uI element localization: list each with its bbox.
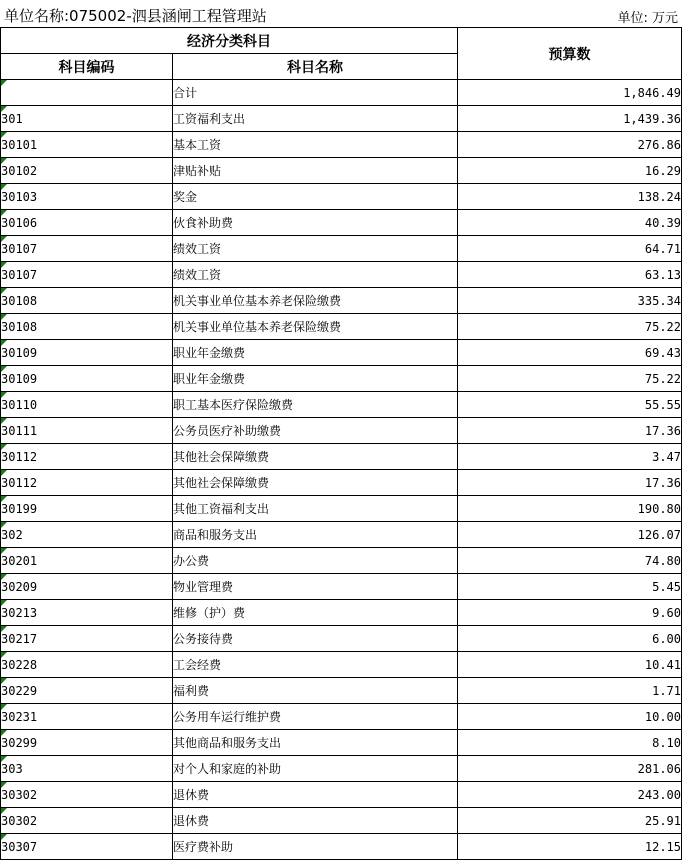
name-cell: 职工基本医疗保险缴费 xyxy=(173,392,458,418)
code-cell: 30228 xyxy=(1,652,173,678)
amount-cell: 74.80 xyxy=(458,548,682,574)
table-row xyxy=(1,626,682,652)
amount-cell: 64.71 xyxy=(458,236,682,262)
name-cell: 绩效工资 xyxy=(173,236,458,262)
table-row xyxy=(1,184,682,210)
name-cell: 商品和服务支出 xyxy=(173,522,458,548)
code-cell: 30111 xyxy=(1,418,173,444)
amount-cell: 1.71 xyxy=(458,678,682,704)
name-cell: 其他商品和服务支出 xyxy=(173,730,458,756)
unit-label: 单位: 万元 xyxy=(617,11,678,26)
code-cell: 30108 xyxy=(1,288,173,314)
name-cell: 绩效工资 xyxy=(173,262,458,288)
name-cell: 其他社会保障缴费 xyxy=(173,444,458,470)
code-cell: 302 xyxy=(1,522,173,548)
table-row xyxy=(1,392,682,418)
code-cell: 30302 xyxy=(1,782,173,808)
table-row xyxy=(1,106,682,132)
amount-cell: 9.60 xyxy=(458,600,682,626)
table-row xyxy=(1,808,682,834)
code-cell: 301 xyxy=(1,106,173,132)
name-cell: 福利费 xyxy=(173,678,458,704)
amount-cell: 25.91 xyxy=(458,808,682,834)
name-cell: 基本工资 xyxy=(173,132,458,158)
table-row xyxy=(1,730,682,756)
amount-cell: 276.86 xyxy=(458,132,682,158)
code-cell: 30107 xyxy=(1,262,173,288)
amount-cell: 5.45 xyxy=(458,574,682,600)
table-row xyxy=(1,132,682,158)
table-row xyxy=(1,340,682,366)
name-cell: 公务员医疗补助缴费 xyxy=(173,418,458,444)
code-cell: 30201 xyxy=(1,548,173,574)
code-cell: 303 xyxy=(1,756,173,782)
amount-cell: 335.34 xyxy=(458,288,682,314)
table-row xyxy=(1,366,682,392)
amount-cell: 6.00 xyxy=(458,626,682,652)
code-cell: 30109 xyxy=(1,366,173,392)
amount-cell: 40.39 xyxy=(458,210,682,236)
table-row xyxy=(1,262,682,288)
amount-cell: 243.00 xyxy=(458,782,682,808)
code-cell: 30199 xyxy=(1,496,173,522)
amount-cell: 63.13 xyxy=(458,262,682,288)
amount-cell: 75.22 xyxy=(458,314,682,340)
table-row xyxy=(1,678,682,704)
amount-cell: 8.10 xyxy=(458,730,682,756)
name-cell: 职业年金缴费 xyxy=(173,366,458,392)
table-row xyxy=(1,652,682,678)
report-header xyxy=(0,0,682,27)
code-cell: 30107 xyxy=(1,236,173,262)
amount-cell: 190.80 xyxy=(458,496,682,522)
code-column-header: 科目编码 xyxy=(1,54,173,80)
code-cell: 30231 xyxy=(1,704,173,730)
amount-cell: 55.55 xyxy=(458,392,682,418)
name-cell: 退休费 xyxy=(173,782,458,808)
name-cell: 津贴补贴 xyxy=(173,158,458,184)
name-cell: 其他社会保障缴费 xyxy=(173,470,458,496)
amount-cell: 126.07 xyxy=(458,522,682,548)
table-row xyxy=(1,470,682,496)
name-cell: 工资福利支出 xyxy=(173,106,458,132)
amount-cell: 281.06 xyxy=(458,756,682,782)
name-cell: 伙食补助费 xyxy=(173,210,458,236)
table-row xyxy=(1,418,682,444)
code-cell: 30106 xyxy=(1,210,173,236)
amount-cell: 138.24 xyxy=(458,184,682,210)
name-cell: 退休费 xyxy=(173,808,458,834)
table-row xyxy=(1,600,682,626)
table-row xyxy=(1,496,682,522)
code-cell: 30299 xyxy=(1,730,173,756)
code-cell: 30109 xyxy=(1,340,173,366)
budget-table xyxy=(0,27,682,860)
unit-name: 单位名称:075002-泗县涵闸工程管理站 xyxy=(4,7,267,25)
amount-cell: 17.36 xyxy=(458,470,682,496)
table-row xyxy=(1,236,682,262)
code-cell: 30213 xyxy=(1,600,173,626)
code-cell: 30302 xyxy=(1,808,173,834)
table-body xyxy=(1,80,682,860)
amount-cell: 1,439.36 xyxy=(458,106,682,132)
table-row xyxy=(1,574,682,600)
name-cell: 物业管理费 xyxy=(173,574,458,600)
name-cell: 其他工资福利支出 xyxy=(173,496,458,522)
table-row xyxy=(1,158,682,184)
economic-classification-header: 经济分类科目 xyxy=(1,28,458,54)
table-row xyxy=(1,522,682,548)
name-cell: 对个人和家庭的补助 xyxy=(173,756,458,782)
name-cell: 职业年金缴费 xyxy=(173,340,458,366)
code-cell: 30110 xyxy=(1,392,173,418)
code-cell: 30102 xyxy=(1,158,173,184)
name-cell: 医疗费补助 xyxy=(173,834,458,860)
code-cell: 30229 xyxy=(1,678,173,704)
code-cell: 30108 xyxy=(1,314,173,340)
name-cell: 机关事业单位基本养老保险缴费 xyxy=(173,288,458,314)
table-row xyxy=(1,288,682,314)
code-cell: 30103 xyxy=(1,184,173,210)
name-cell: 办公费 xyxy=(173,548,458,574)
name-cell: 机关事业单位基本养老保险缴费 xyxy=(173,314,458,340)
amount-cell: 3.47 xyxy=(458,444,682,470)
code-cell: 30209 xyxy=(1,574,173,600)
code-cell: 30112 xyxy=(1,470,173,496)
name-cell: 奖金 xyxy=(173,184,458,210)
table-row xyxy=(1,314,682,340)
table-row xyxy=(1,834,682,860)
name-cell: 合计 xyxy=(173,80,458,106)
amount-cell: 75.22 xyxy=(458,366,682,392)
amount-cell: 12.15 xyxy=(458,834,682,860)
code-cell: 30101 xyxy=(1,132,173,158)
name-cell: 公务接待费 xyxy=(173,626,458,652)
code-cell xyxy=(1,80,173,106)
amount-cell: 10.41 xyxy=(458,652,682,678)
amount-cell: 17.36 xyxy=(458,418,682,444)
name-column-header: 科目名称 xyxy=(173,54,458,80)
table-row xyxy=(1,756,682,782)
amount-cell: 1,846.49 xyxy=(458,80,682,106)
name-cell: 工会经费 xyxy=(173,652,458,678)
name-cell: 公务用车运行维护费 xyxy=(173,704,458,730)
code-cell: 30112 xyxy=(1,444,173,470)
table-row xyxy=(1,548,682,574)
budget-amount-header: 预算数 xyxy=(458,28,682,80)
table-row xyxy=(1,704,682,730)
table-row xyxy=(1,782,682,808)
amount-cell: 69.43 xyxy=(458,340,682,366)
amount-cell: 10.00 xyxy=(458,704,682,730)
table-row xyxy=(1,444,682,470)
amount-cell: 16.29 xyxy=(458,158,682,184)
code-cell: 30307 xyxy=(1,834,173,860)
name-cell: 维修（护）费 xyxy=(173,600,458,626)
table-row xyxy=(1,80,682,106)
table-row xyxy=(1,210,682,236)
code-cell: 30217 xyxy=(1,626,173,652)
